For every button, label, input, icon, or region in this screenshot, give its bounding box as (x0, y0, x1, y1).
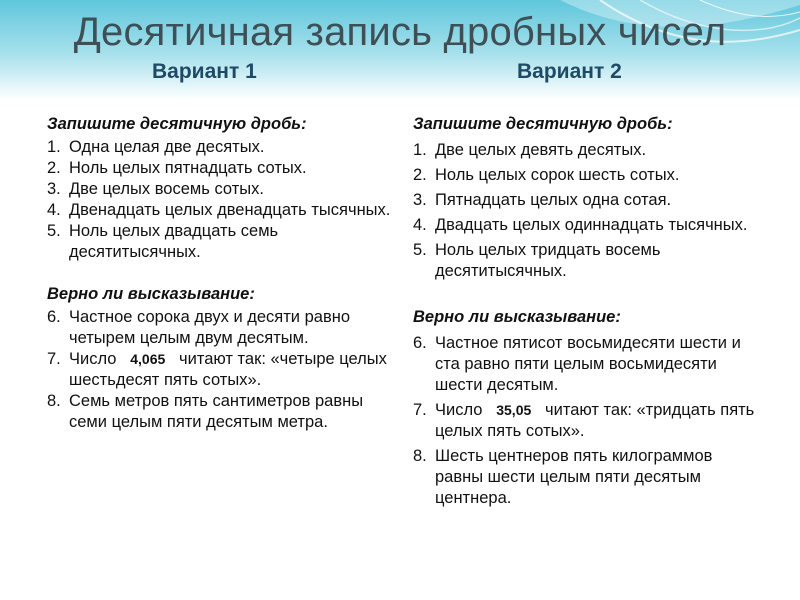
item-text-before: Число (435, 401, 483, 419)
section-title-write: Запишите десятичную дробь: (413, 115, 673, 133)
item-number: 1. (413, 141, 427, 159)
item-number: 6. (47, 308, 61, 326)
item-number: 8. (47, 392, 61, 410)
item-number: 5. (413, 241, 427, 259)
list-item (413, 446, 763, 509)
item-number: 2. (413, 166, 427, 184)
item-number: 6. (413, 334, 427, 352)
variant-2-heading: Вариант 2 (517, 60, 622, 83)
item-number: 4. (413, 216, 427, 234)
variant-2-column (413, 112, 763, 513)
item-text: Шесть центнеров пять килограммов равны шести целым пяти десятым центнера. (435, 447, 713, 507)
item-number: 4. (47, 201, 61, 219)
item-text: Ноль целых тридцать восемь десятитысячных. (435, 241, 661, 280)
item-text: Двадцать целых одиннадцать тысячных. (435, 216, 748, 234)
item-text: Две целых восемь сотых. (69, 180, 264, 198)
list-item (47, 158, 392, 179)
list-item (47, 349, 392, 391)
item-text-after: читают так: «четыре целых шестьдесят пять сотых». (69, 350, 387, 389)
item-text: Частное пятисот восьмидесяти шести и ста равно пяти целым восьмидесяти шести десятым. (435, 334, 741, 394)
item-number: 3. (413, 191, 427, 209)
list-item (413, 333, 763, 396)
item-text-after: читают так: «тридцать пять целых пять сотых». (435, 401, 755, 440)
list-item (47, 221, 392, 263)
variant-1-column (47, 112, 392, 433)
item-number: 3. (47, 180, 61, 198)
item-text: Ноль целых двадцать семь десятитысячных. (69, 222, 279, 261)
list-item (47, 179, 392, 200)
list-item (47, 137, 392, 158)
item-number: 1. (47, 138, 61, 156)
section-title-write: Запишите десятичную дробь: (47, 115, 307, 133)
variant-1-heading: Вариант 1 (152, 60, 257, 83)
item-number: 2. (47, 159, 61, 177)
list-item (413, 190, 763, 211)
item-text: Семь метров пять сантиметров равны семи целым пяти десятым метра. (69, 392, 364, 431)
list-item (413, 240, 763, 282)
list-item (413, 215, 763, 236)
item-text (69, 349, 392, 391)
item-text: Двенадцать целых двенадцать тысячных. (69, 201, 391, 219)
decimal-number: 35,05 (496, 402, 532, 418)
item-text: Одна целая две десятых. (69, 138, 265, 156)
list-item (413, 165, 763, 186)
item-text-before: Число (69, 350, 117, 368)
decimal-number: 4,065 (130, 351, 166, 367)
list-item (47, 307, 392, 349)
item-text: Ноль целых пятнадцать сотых. (69, 159, 307, 177)
list-item (413, 140, 763, 161)
item-text: Частное сорока двух и десяти равно четырем целым двум десятым. (69, 308, 351, 347)
item-text: Ноль целых сорок шесть сотых. (435, 166, 680, 184)
list-item (47, 200, 392, 221)
item-text (435, 400, 763, 442)
item-number: 8. (413, 447, 427, 465)
list-item (47, 391, 392, 433)
item-text: Две целых девять десятых. (435, 141, 647, 159)
item-text: Пятнадцать целых одна сотая. (435, 191, 672, 209)
item-number: 7. (47, 350, 61, 368)
item-number: 7. (413, 401, 427, 419)
list-item (413, 400, 763, 442)
page-title: Десятичная запись дробных чисел (73, 10, 727, 54)
section-title-true-false: Верно ли высказывание: (413, 308, 621, 326)
section-title-true-false: Верно ли высказывание: (47, 285, 255, 303)
item-number: 5. (47, 222, 61, 240)
